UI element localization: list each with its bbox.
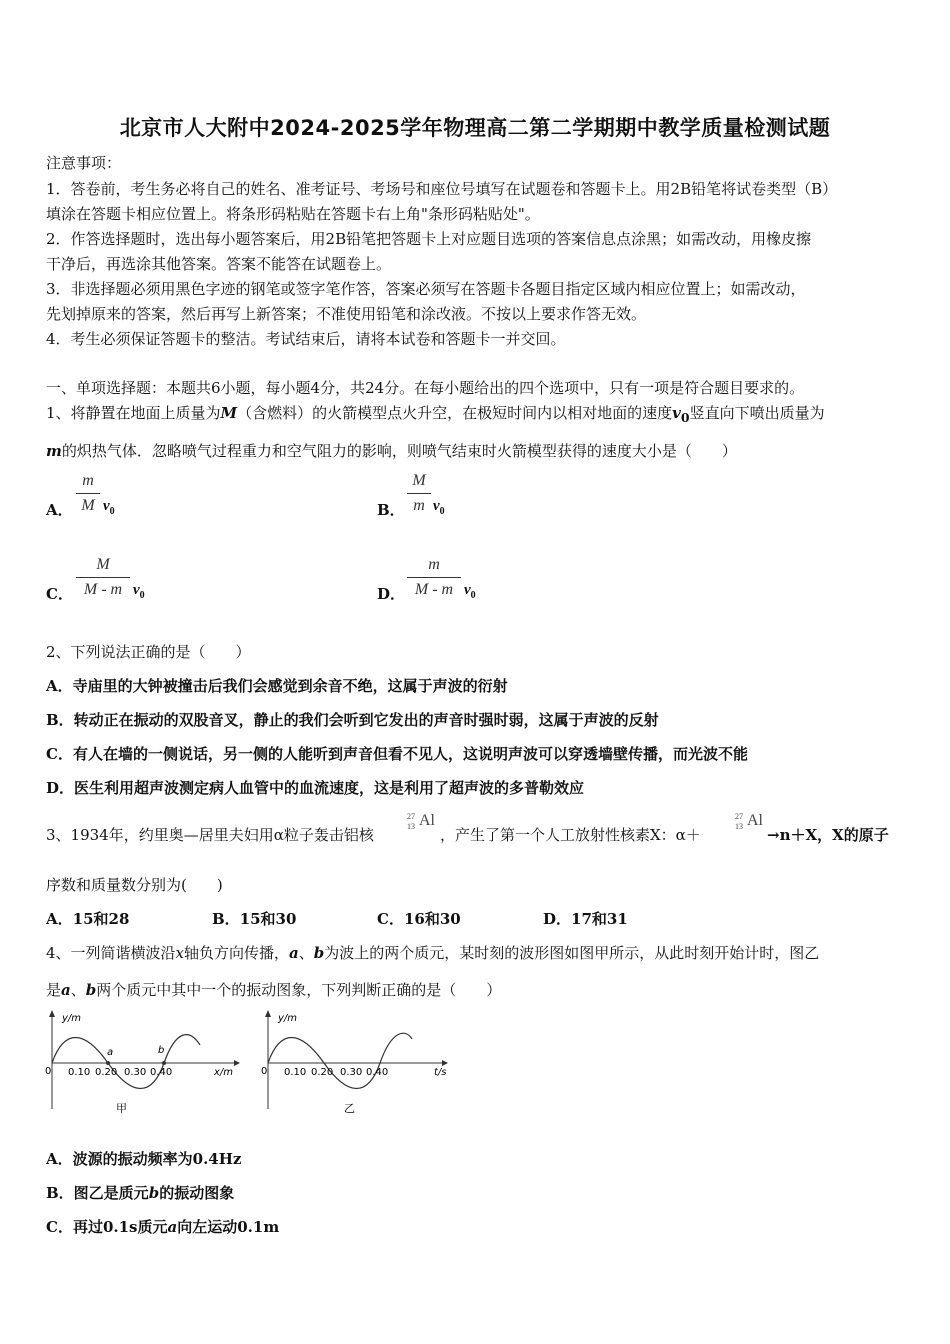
x-axis-label: x/m [214,1067,234,1078]
q1-option-c-label[interactable]: C． [46,585,73,603]
q3-option-d[interactable]: D．17和31 [543,910,628,928]
aluminum-isotope: 27 13 Al [407,812,435,831]
point-b-label: b [158,1045,165,1056]
wave-curve [52,1035,200,1089]
q1-line2: m的炽热气体．忽略喷气过程重力和空气阻力的影响，则喷气结束时火箭模型获得的速度大小是（ ） [46,442,737,460]
q4-option-b[interactable]: B．图乙是质元b的振动图象 [46,1184,235,1202]
q3-option-b[interactable]: B．15和30 [212,910,297,928]
q4-line2: 是a、b两个质元中其中一个的振动图象，下列判断正确的是（ ） [46,981,502,999]
wave-graph-jia [40,1005,240,1117]
q4-line1: 4、一列简谐横波沿x轴负方向传播，a、b为波上的两个质元，某时刻的波形图如图甲所示，从此时刻开始计时，图乙 [46,944,820,962]
tick-label: 0.40 [366,1067,389,1078]
q1-option-d-label[interactable]: D． [377,585,406,603]
tick-label: 0.30 [340,1067,363,1078]
point-a-label: a [107,1047,114,1058]
q2-option-d[interactable]: D．医生利用超声波测定病人血管中的血流速度，这是利用了超声波的多普勒效应 [46,779,585,797]
velocity-symbol: $v_0$ [433,498,445,517]
q3-option-c[interactable]: C．16和30 [377,910,461,928]
q1-option-d-fraction: m M - m [407,556,461,599]
notice-line: 4．考生必须保证答题卡的整洁。考试结束后，请将本试卷和答题卡一并交回。 [46,330,566,348]
origin-label: 0 [45,1066,52,1077]
q1-option-a-label[interactable]: A． [46,501,73,519]
q1-line1: 1、将静置在地面上质量为M（含燃料）的火箭模型点火升空，在极短时间内以相对地面的速度$v_0$竖直向下喷出质量为 [46,404,825,425]
wave-graph-yi [256,1005,456,1117]
q1-option-c-fraction: M M - m [76,556,130,599]
aluminum-isotope: 27 13 Al [735,812,763,831]
tick-label: 0.40 [150,1067,173,1078]
q2-stem: 2、下列说法正确的是（ ） [46,643,251,661]
velocity-symbol: $v_0$ [133,582,145,601]
q3-option-a[interactable]: A．15和28 [46,910,130,928]
section-heading: 一、单项选择题：本题共6小题，每小题4分，共24分。在每小题给出的四个选项中，只有一项是符合题目要求的。 [46,379,805,397]
tick-label: 0.20 [311,1067,334,1078]
q3-line2: 序数和质量数分别为( ) [46,876,223,894]
velocity-symbol: $v_0$ [464,582,476,601]
velocity-symbol: $v_0$ [103,498,115,517]
notice-line: 2．作答选择题时，选出每小题答案后，用2B铅笔把答题卡上对应题目选项的答案信息点涂黑；如需改动，用橡皮擦 [46,230,812,248]
graph-caption: 乙 [344,1102,355,1115]
origin-label: 0 [261,1066,268,1077]
y-axis-arrow [49,1010,55,1017]
notice-line: 先划掉原来的答案，然后再写上新答案；不准使用铅笔和涂改液。不按以上要求作答无效。 [46,305,647,323]
q4-option-a[interactable]: A．波源的振动频率为0.4Hz [46,1150,242,1168]
notice-line: 干净后，再选涂其他答案。答案不能答在试题卷上。 [46,255,392,273]
graph-caption: 甲 [116,1102,127,1115]
t-axis-label: t/s [434,1067,447,1078]
q3-part3: →n＋X，X的原子 [767,826,889,844]
notice-line: 填涂在答题卡相应位置上。将条形码粘贴在答题卡右上角"条形码粘贴处"。 [46,205,540,223]
q1-option-b-fraction: M m [407,472,431,515]
tick-label: 0.10 [284,1067,307,1078]
tick-label: 0.20 [95,1067,118,1078]
vibration-curve [268,1033,412,1088]
q1-option-b-label[interactable]: B． [377,501,405,519]
notice-heading: 注意事项： [46,154,122,172]
page-title: 北京市人大附中2024-2025学年物理高二第二学期期中教学质量检测试题 [119,116,831,140]
q3-part2: ，产生了第一个人工放射性核素X：α＋ [440,826,701,844]
notice-line: 1．答卷前，考生务必将自己的姓名、准考证号、考场号和座位号填写在试题卷和答题卡上。用2B铅笔将试卷类型（B） [46,180,838,198]
q4-option-c[interactable]: C．再过0.1s质元a向左运动0.1m [46,1218,280,1236]
t-axis-arrow [442,1060,448,1066]
q2-option-c[interactable]: C．有人在墙的一侧说话，另一侧的人能听到声音但看不见人，这说明声波可以穿透墙壁传播，而光波不能 [46,745,748,763]
tick-label: 0.30 [124,1067,147,1078]
q1-option-a-fraction: m M [76,472,100,515]
notice-line: 3．非选择题必须用黑色字迹的钢笔或签字笔作答，答案必须写在答题卡各题目指定区域内相应位置上；如需改动， [46,280,806,298]
y-axis-arrow [265,1010,271,1017]
point-a [106,1061,110,1065]
y-axis-label: y/m [278,1013,298,1024]
point-b [162,1061,166,1065]
q2-option-a[interactable]: A．寺庙里的大钟被撞击后我们会感觉到余音不绝，这属于声波的衍射 [46,677,508,695]
q2-option-b[interactable]: B．转动正在振动的双股音叉，静止的我们会听到它发出的声音时强时弱，这属于声波的反射 [46,711,659,729]
q3-part1: 3、1934年，约里奥—居里夫妇用α粒子轰击铝核 [46,826,374,844]
tick-label: 0.10 [68,1067,91,1078]
y-axis-label: y/m [62,1013,82,1024]
x-axis-arrow [234,1060,240,1066]
